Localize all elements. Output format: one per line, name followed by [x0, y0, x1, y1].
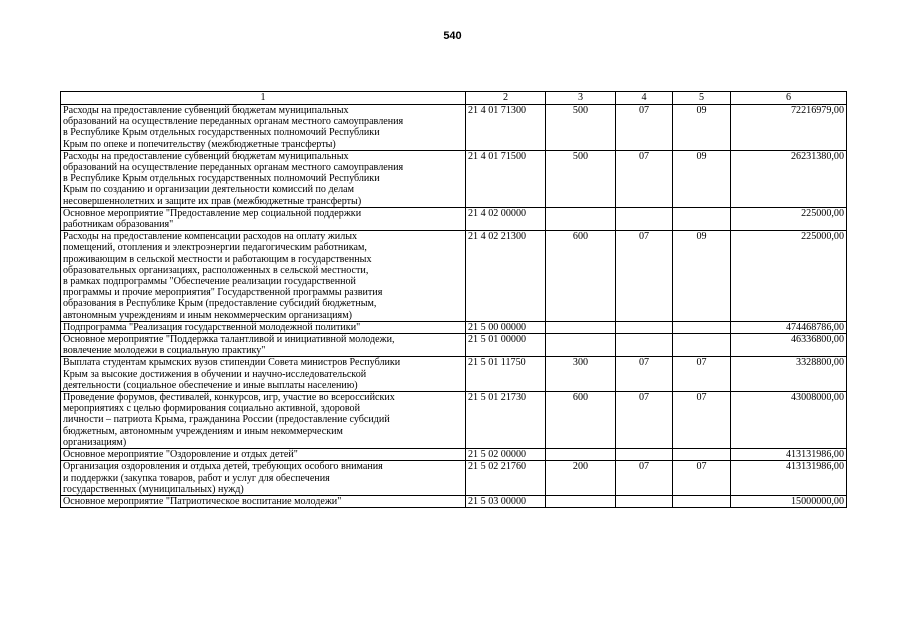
expense-type-cell: 600 — [546, 392, 616, 449]
subsection-cell: 07 — [673, 357, 731, 392]
section-cell — [616, 449, 673, 461]
amount-cell: 46336800,00 — [731, 334, 847, 357]
expense-name-line: Расходы на предоставление субвенций бюджетам муниципальных — [63, 105, 349, 116]
expense-name-line: Крым по опеке и попечительству (межбюджетные трансферты) — [63, 138, 336, 150]
expense-name-line: Основное мероприятие "Предоставление мер социальной поддержки — [63, 207, 362, 219]
column-header-2: 2 — [466, 92, 546, 105]
expense-type-cell: 500 — [546, 150, 616, 207]
subsection-cell — [673, 449, 731, 461]
section-cell: 07 — [616, 150, 673, 207]
expense-name-cell — [61, 321, 466, 333]
expense-name-line: образования в Республике Крым (предоставление субсидий бюджетным, — [63, 298, 377, 310]
expense-name-line: образований на осуществление переданных органам местного самоуправления — [63, 162, 404, 174]
table-row — [61, 150, 847, 207]
expense-name-cell — [61, 150, 466, 207]
subsection-cell: 07 — [673, 392, 731, 449]
table-row — [61, 449, 847, 461]
amount-cell: 43008000,00 — [731, 392, 847, 449]
column-header-1: 1 — [61, 92, 466, 105]
section-cell: 07 — [616, 392, 673, 449]
target-article-code-cell: 21 4 02 00000 — [466, 207, 546, 230]
table-row — [61, 357, 847, 392]
subsection-cell: 09 — [673, 105, 731, 151]
section-cell: 07 — [616, 105, 673, 151]
section-cell: 07 — [616, 357, 673, 392]
amount-cell: 15000000,00 — [731, 495, 847, 507]
page-number: 540 — [443, 30, 462, 42]
expense-name-line: Подпрограмма "Реализация государственной молодежной политики" — [63, 321, 361, 333]
expense-name-line: автономным учреждениям и иным некоммерческим организациям) — [63, 309, 352, 321]
expense-type-cell — [546, 334, 616, 357]
expense-type-cell — [546, 449, 616, 461]
amount-cell: 413131986,00 — [731, 461, 847, 496]
amount-cell: 26231380,00 — [731, 150, 847, 207]
expense-type-cell — [546, 321, 616, 333]
expense-type-cell — [546, 207, 616, 230]
target-article-code-cell: 21 5 02 21760 — [466, 461, 546, 496]
target-article-code-cell: 21 5 00 00000 — [466, 321, 546, 333]
expense-name-cell — [61, 105, 466, 151]
expense-name-line: Основное мероприятие "Оздоровление и отдых детей" — [63, 449, 298, 461]
amount-cell: 3328800,00 — [731, 357, 847, 392]
target-article-code-cell: 21 5 01 21730 — [466, 392, 546, 449]
table-row — [61, 321, 847, 333]
expense-type-cell — [546, 495, 616, 507]
expense-name-cell — [61, 207, 466, 230]
expense-type-cell: 200 — [546, 461, 616, 496]
expense-name-line: Выплата студентам крымских вузов стипендии Совета министров Республики — [63, 357, 401, 369]
expense-name-cell — [61, 231, 466, 322]
expense-name-line: образований на осуществление переданных органам местного самоуправления — [63, 116, 404, 128]
table-row — [61, 334, 847, 357]
expense-name-line: личности – патриота Крыма, гражданина России (предоставление субсидий — [63, 414, 390, 426]
column-header-4: 4 — [616, 92, 673, 105]
expense-name-cell — [61, 449, 466, 461]
subsection-cell: 09 — [673, 231, 731, 322]
amount-cell: 225000,00 — [731, 207, 847, 230]
expense-name-line: Основное мероприятие "Поддержка талантливой и инициативной молодежи, — [63, 334, 395, 346]
section-cell: 07 — [616, 231, 673, 322]
table-row — [61, 231, 847, 322]
table-row — [61, 495, 847, 507]
expense-type-cell: 500 — [546, 105, 616, 151]
subsection-cell: 09 — [673, 150, 731, 207]
expense-name-cell — [61, 461, 466, 496]
expense-name-line: государственных (муниципальных) нужд) — [63, 483, 244, 495]
expense-name-line: программы и прочие мероприятия" Государственной программы развития — [63, 287, 383, 299]
expense-name-cell — [61, 334, 466, 357]
subsection-cell — [673, 334, 731, 357]
expense-name-line: в рамках подпрограммы "Обеспечение реализации государственной — [63, 276, 356, 288]
expense-name-line: Организация оздоровления и отдыха детей, требующих особого внимания — [63, 461, 383, 473]
expense-name-line: в Республике Крым отдельных государственных полномочий Республики — [63, 173, 380, 185]
column-header-5: 5 — [673, 92, 731, 105]
expense-name-line: помещений, отопления и электроэнергии педагогическим работникам, — [63, 242, 367, 254]
section-cell: 07 — [616, 461, 673, 496]
target-article-code-cell: 21 5 01 00000 — [466, 334, 546, 357]
amount-cell: 72216979,00 — [731, 105, 847, 151]
expense-name-cell — [61, 392, 466, 449]
expense-name-cell — [61, 357, 466, 392]
table-row — [61, 207, 847, 230]
target-article-code-cell: 21 5 03 00000 — [466, 495, 546, 507]
expense-name-line: проживающим в сельской местности и работающим в государственных — [63, 253, 372, 265]
budget-table — [60, 91, 847, 508]
column-header-3: 3 — [546, 92, 616, 105]
expense-name-line: образовательных организациях, расположенных в сельской местности, — [63, 264, 369, 276]
expense-name-line: несовершеннолетних и защите их прав (межбюджетные трансферты) — [63, 195, 362, 207]
header-row — [61, 92, 847, 105]
expense-name-line: Крым за высокие достижения в обучении и научно-исследовательской — [63, 368, 367, 380]
expense-name-line: мероприятиях с целью формирования социально активной, здоровой — [63, 403, 360, 415]
expense-name-cell — [61, 495, 466, 507]
expense-name-line: Крым по созданию и организации деятельности комиссий по делам — [63, 184, 355, 196]
expense-name-line: работникам образования" — [63, 219, 174, 231]
expense-name-line: в Республике Крым отдельных государственных полномочий Республики — [63, 127, 380, 139]
subsection-cell — [673, 495, 731, 507]
table-row — [61, 105, 847, 151]
target-article-code-cell: 21 5 01 11750 — [466, 357, 546, 392]
target-article-code-cell: 21 4 01 71300 — [466, 105, 546, 151]
section-cell — [616, 321, 673, 333]
expense-name-line: Основное мероприятие "Патриотическое воспитание молодежи" — [63, 495, 342, 507]
table-row — [61, 461, 847, 496]
subsection-cell — [673, 207, 731, 230]
expense-name-line: Расходы на предоставление компенсации расходов на оплату жилых — [63, 231, 358, 243]
target-article-code-cell: 21 4 02 21300 — [466, 231, 546, 322]
column-header-6: 6 — [731, 92, 847, 105]
amount-cell: 413131986,00 — [731, 449, 847, 461]
expense-name-line: бюджетным, автономным учреждениям и иным некоммерческим — [63, 425, 343, 437]
section-cell — [616, 334, 673, 357]
subsection-cell: 07 — [673, 461, 731, 496]
amount-cell: 474468786,00 — [731, 321, 847, 333]
expense-name-line: и поддержки (закупка товаров, работ и услуг для обеспечения — [63, 472, 330, 484]
expense-name-line: Проведение форумов, фестивалей, конкурсов, игр, участие во всероссийских — [63, 392, 395, 404]
target-article-code-cell: 21 4 01 71500 — [466, 150, 546, 207]
section-cell — [616, 207, 673, 230]
amount-cell: 225000,00 — [731, 231, 847, 322]
expense-name-line: организациям) — [63, 436, 127, 448]
expense-name-line: вовлечение молодежи в социальную практику" — [63, 345, 266, 357]
expense-type-cell: 600 — [546, 231, 616, 322]
target-article-code-cell: 21 5 02 00000 — [466, 449, 546, 461]
section-cell — [616, 495, 673, 507]
table-row — [61, 392, 847, 449]
expense-name-line: деятельности (социальное обеспечение и иные выплаты населению) — [63, 379, 358, 391]
subsection-cell — [673, 321, 731, 333]
expense-name-line: Расходы на предоставление субвенций бюджетам муниципальных — [63, 150, 349, 162]
expense-type-cell: 300 — [546, 357, 616, 392]
